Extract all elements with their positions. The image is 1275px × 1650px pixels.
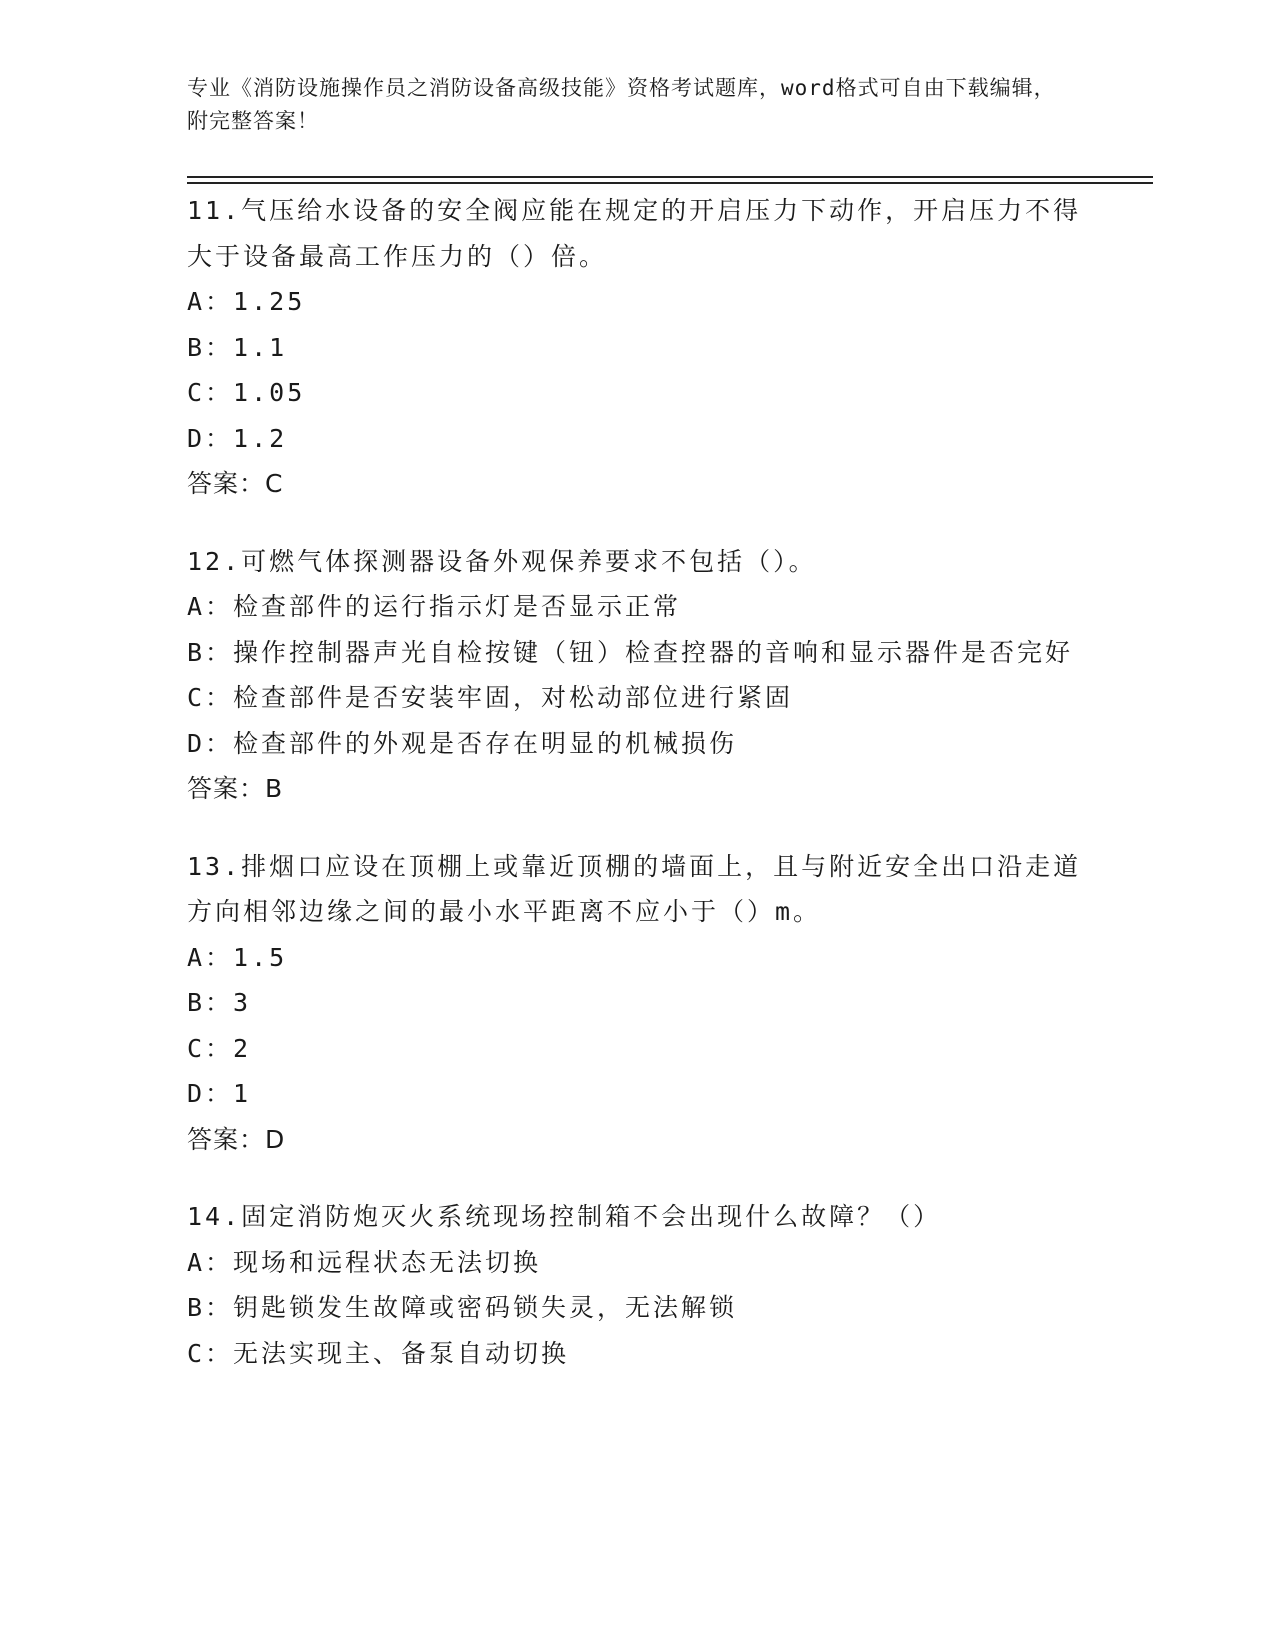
answer-line: 答案：D <box>187 1124 286 1154</box>
option-c: C：1.05 <box>187 378 306 407</box>
question-stem: 14.固定消防炮灭火系统现场控制箱不会出现什么故障？（） <box>187 1202 942 1231</box>
option-b: B：钥匙锁发生故障或密码锁失灵，无法解锁 <box>187 1293 738 1322</box>
question-stem: 13.排烟口应设在顶棚上或靠近顶棚的墙面上，且与附近安全出口沿走道方向相邻边缘之间的最小水平距离不应小于（）m。 <box>187 851 1082 926</box>
option-c: C：检查部件是否安装牢固，对松动部位进行紧固 <box>187 683 794 712</box>
answer-line: 答案：B <box>187 774 284 803</box>
option-c: C：2 <box>187 1033 252 1063</box>
question-12 <box>187 539 1087 812</box>
header-divider-top <box>187 176 1153 178</box>
document-header: 专业《消防设施操作员之消防设备高级技能》资格考试题库，word格式可自由下载编辑，附完整答案！ <box>187 76 1056 133</box>
option-b: B：操作控制器声光自检按键（钮）检查控器的音响和显示器件是否完好 <box>187 637 1074 667</box>
answer-line: 答案：C <box>187 469 284 498</box>
option-b: B：3 <box>187 988 252 1017</box>
option-a: A：检查部件的运行指示灯是否显示正常 <box>187 592 682 621</box>
option-b: B：1.1 <box>187 332 288 362</box>
option-d: D：1.2 <box>187 423 288 453</box>
question-stem: 11.气压给水设备的安全阀应能在规定的开启压力下动作，开启压力不得大于设备最高工作压力的（）倍。 <box>187 196 1082 271</box>
option-d: D：1 <box>187 1079 252 1108</box>
option-a: A：现场和远程状态无法切换 <box>187 1247 542 1277</box>
option-a: A：1.5 <box>187 942 288 972</box>
option-a: A：1.25 <box>187 287 306 316</box>
header-divider-bottom <box>187 182 1153 184</box>
question-11 <box>187 188 1087 507</box>
option-c: C：无法实现主、备泵自动切换 <box>187 1338 570 1368</box>
question-14 <box>187 1194 1087 1376</box>
option-d: D：检查部件的外观是否存在明显的机械损伤 <box>187 728 738 758</box>
question-13 <box>187 844 1087 1163</box>
question-list <box>187 188 1087 1408</box>
question-stem: 12.可燃气体探测器设备外观保养要求不包括（）。 <box>187 546 817 576</box>
